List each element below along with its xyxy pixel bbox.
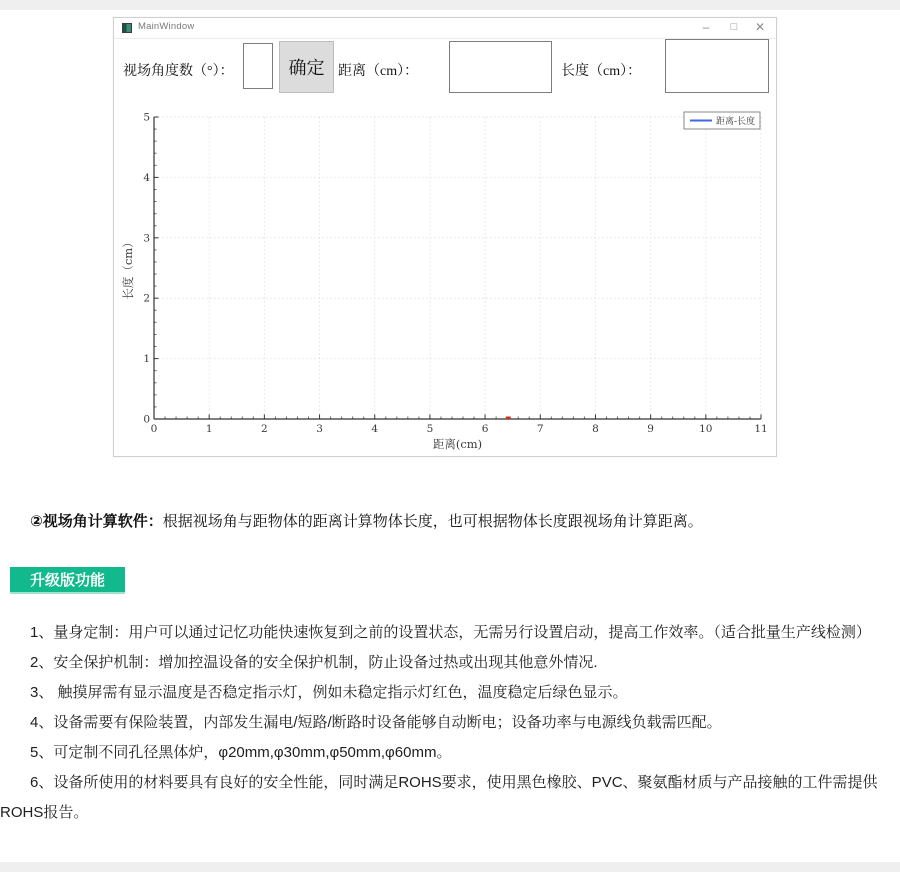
svg-text:距离(cm): 距离(cm) [432,437,483,451]
list-item: 4、设备需要有保险装置，内部发生漏电/短路/断路时设备能够自动断电；设备功率与电源线负载需匹配。 [30,714,722,731]
list-item: 3、 触摸屏需有显示温度是否稳定指示灯，例如未稳定指示灯红色，温度稳定后绿色显示。 [30,684,628,701]
svg-text:2: 2 [261,423,268,435]
software-description [0,511,874,533]
list-item: 5、可定制不同孔径黑体炉，φ20mm,φ30mm,φ50mm,φ60mm。 [30,744,452,761]
fov-input[interactable] [243,43,273,89]
svg-text:5: 5 [426,423,434,435]
bottom-strip [0,862,900,872]
minimize-icon[interactable]: – [702,20,710,34]
svg-text:0: 0 [150,423,158,435]
section-badge: 升级版功能 [10,567,125,594]
distance-label: 距离（cm）： [338,64,419,79]
distance-input[interactable] [449,41,552,93]
svg-text:4: 4 [371,423,379,435]
length-input[interactable] [665,39,769,93]
svg-text:7: 7 [536,423,544,435]
svg-text:3: 3 [143,232,150,245]
svg-text:10: 10 [699,423,713,435]
svg-text:11: 11 [754,423,768,435]
main-window [113,17,777,457]
window-title: MainWindow [138,21,195,32]
svg-text:距离-长度: 距离-长度 [716,117,756,127]
list-item: 1、量身定制：用户可以通过记忆功能快速恢复到之前的设置状态，无需另行设置启动，提高工作效率。（适合批量生产线检测） [30,624,871,641]
description-bold: ②视场角计算软件： [30,513,163,530]
app-icon [122,23,132,33]
svg-text:长度（cm）: 长度（cm） [121,236,135,300]
close-icon[interactable]: ✕ [754,20,766,34]
svg-text:1: 1 [143,353,150,366]
svg-text:5: 5 [143,111,150,124]
fov-label: 视场角度数（°）： [123,64,234,79]
svg-text:4: 4 [143,171,150,184]
list-item: 2、安全保护机制：增加控温设备的安全保护机制，防止设备过热或出现其他意外情况. [30,654,598,671]
list-item: 6、设备所使用的材料要具有良好的安全性能，同时满足ROHS要求，使用黑色橡胶、PVC、聚氨酯材质与产品接触的工件需提供ROHS报告。 [0,774,878,821]
svg-text:6: 6 [481,423,489,435]
svg-text:0: 0 [143,413,150,426]
svg-text:8: 8 [592,423,599,435]
titlebar [114,18,776,39]
length-label: 长度（cm）： [561,64,642,79]
feature-list [0,618,880,828]
svg-text:9: 9 [647,423,654,435]
svg-text:3: 3 [316,423,323,435]
maximize-icon[interactable]: □ [730,21,738,33]
distance-length-chart [114,96,774,456]
svg-text:1: 1 [205,423,213,435]
description-text: 根据视场角与距物体的距离计算物体长度，也可根据物体长度跟视场角计算距离。 [162,513,703,530]
top-strip [0,0,900,10]
confirm-button[interactable]: 确定 [279,41,334,93]
svg-text:2: 2 [143,292,150,305]
